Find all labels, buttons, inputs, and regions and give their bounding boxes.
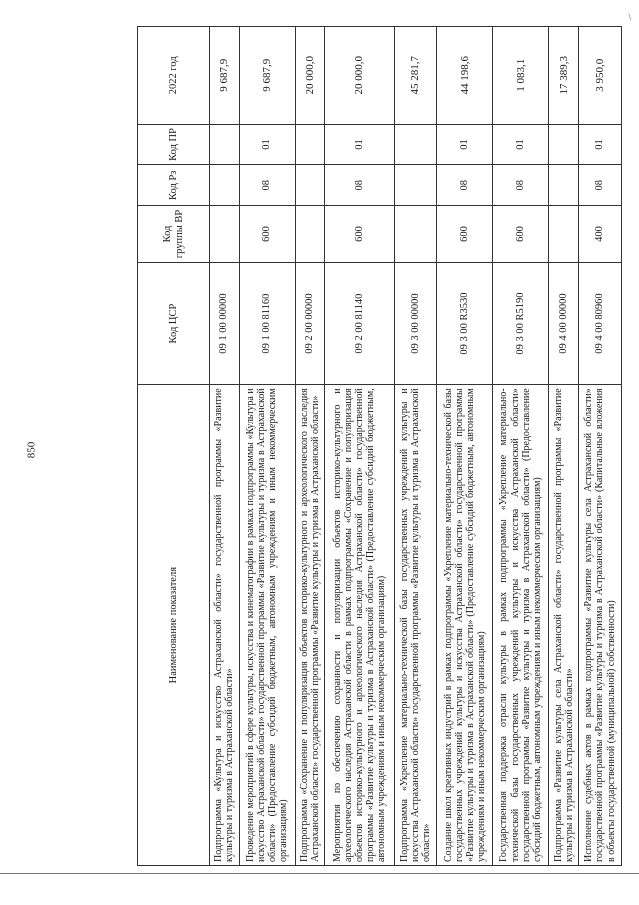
header-csr: Код ЦСР [138, 262, 210, 384]
table-row [394, 27, 437, 866]
table-row [325, 27, 394, 866]
row-pr [295, 124, 325, 165]
row-csr: 09 3 00 R5190 [493, 262, 549, 384]
row-name: Подпрограмма «Укрепление материально-технической базы государственных учреждений культуры и искусства Астраханской области» государственной программы «Развитие культуры и туризма в Астраханской области» [394, 385, 437, 866]
header-year: 2022 год [138, 27, 210, 125]
row-pr: 01 [579, 124, 622, 165]
row-name: Государственная поддержка отрасли культуры в рамках подпрограммы «Укрепление материально-технической базы государственных учреждений культуры и искусства Астраханской области» государственной программы «Развитие культуры и туризма в Астраханской области» (Предоставление субсидий бюджетным, автономным учреждениям и иным некоммерческим организациям) [493, 385, 549, 866]
row-csr: 09 3 00 00000 [394, 262, 437, 384]
row-name: Проведение мероприятий в сфере культуры, искусства и кинематографии в рамках подпрограммы «Культура и искусство Астраханской области» государственной программы «Развитие культуры и туризма в Астраханской области» (Предоставление субсидий бюджетным, автономным учреждениям и иным некоммерческим организациям) [239, 385, 295, 866]
row-pr: 01 [325, 124, 394, 165]
budget-table [137, 26, 622, 866]
row-pr [549, 124, 579, 165]
header-row [138, 27, 210, 866]
rotated-table-wrapper [137, 26, 622, 866]
row-value: 44 198,6 [437, 27, 493, 125]
row-pr [394, 124, 437, 165]
row-name: Подпрограмма «Сохранение и популяризация объектов историко-культурного и археологического наследия Астраханской области» государственной программы «Развитие культуры и туризма в Астраханской области» [295, 385, 325, 866]
row-vr: 400 [579, 206, 622, 263]
row-csr: 09 1 00 81160 [239, 262, 295, 384]
bottom-rule [0, 873, 639, 874]
row-vr [295, 206, 325, 263]
row-vr [549, 206, 579, 263]
row-value: 9 687,9 [210, 27, 240, 125]
table-row [239, 27, 295, 866]
row-vr [394, 206, 437, 263]
row-pr: 01 [493, 124, 549, 165]
row-rz [295, 165, 325, 206]
row-rz [394, 165, 437, 206]
row-value: 20 000,0 [295, 27, 325, 125]
header-rz: Код Рз [138, 165, 210, 206]
header-vr: Код группы ВР [138, 206, 210, 263]
row-csr: 09 1 00 00000 [210, 262, 240, 384]
row-vr: 600 [493, 206, 549, 263]
row-name: Подпрограмма «Развитие культуры села Астраханской области» государственной программы «Развитие культуры и туризма в Астраханской области» [549, 385, 579, 866]
row-vr: 600 [325, 206, 394, 263]
row-csr: 09 4 00 80960 [579, 262, 622, 384]
row-csr: 09 2 00 00000 [295, 262, 325, 384]
row-vr [210, 206, 240, 263]
table-row [295, 27, 325, 866]
table-row [437, 27, 493, 866]
row-value: 9 687,9 [239, 27, 295, 125]
row-rz: 08 [493, 165, 549, 206]
row-value: 3 950,0 [579, 27, 622, 125]
row-rz: 08 [437, 165, 493, 206]
row-pr: 01 [239, 124, 295, 165]
row-name: Подпрограмма «Культура и искусство Астраханской области» государственной программы «Развитие культуры и туризма в Астраханской области» [210, 385, 240, 866]
row-pr [210, 124, 240, 165]
page-number: 850 [25, 441, 38, 459]
header-pr: Код ПР [138, 124, 210, 165]
row-csr: 09 3 00 R3530 [437, 262, 493, 384]
table-row [493, 27, 549, 866]
row-rz [210, 165, 240, 206]
corner-mark: \ [628, 12, 631, 22]
table-row [579, 27, 622, 866]
row-name: Исполнение судебных актов в рамках подпрограммы «Развитие культуры села Астраханской области» государственной программы «Развитие культуры и туризма в Астраханской области» (Капитальные вложения в объекты государственной (муниципальной) собственности) [579, 385, 622, 866]
row-name: Мероприятия по обеспечению сохранности и популяризации объектов историко-культурного и археологического наследия Астраханской области в рамках подпрограммы «Сохранение и популяризация объектов историко-культурного и археологического наследия Астраханской области» государственной программы «Развитие культуры и туризма в Астраханской области» (Предоставление субсидий бюджетным, автономным учреждениям и иным некоммерческим организациям) [325, 385, 394, 866]
row-rz: 08 [579, 165, 622, 206]
table-row [210, 27, 240, 866]
row-csr: 09 4 00 00000 [549, 262, 579, 384]
row-rz: 08 [239, 165, 295, 206]
row-vr: 600 [437, 206, 493, 263]
row-pr: 01 [437, 124, 493, 165]
row-value: 45 281,7 [394, 27, 437, 125]
row-vr: 600 [239, 206, 295, 263]
row-value: 17 389,3 [549, 27, 579, 125]
row-value: 20 000,0 [325, 27, 394, 125]
table-row [549, 27, 579, 866]
header-name: Наименование показателя [138, 385, 210, 866]
row-rz [549, 165, 579, 206]
row-csr: 09 2 00 81140 [325, 262, 394, 384]
row-rz: 08 [325, 165, 394, 206]
row-name: Создание школ креативных индустрий в рамках подпрограммы «Укрепление материально-технической базы государственных учреждений культуры и искусства Астраханской области» государственной программы «Развитие культуры и туризма в Астраханской области» (Предоставление субсидий бюджетным, автономным учреждениям и иным некоммерческим организациям) [437, 385, 493, 866]
row-value: 1 083,1 [493, 27, 549, 125]
